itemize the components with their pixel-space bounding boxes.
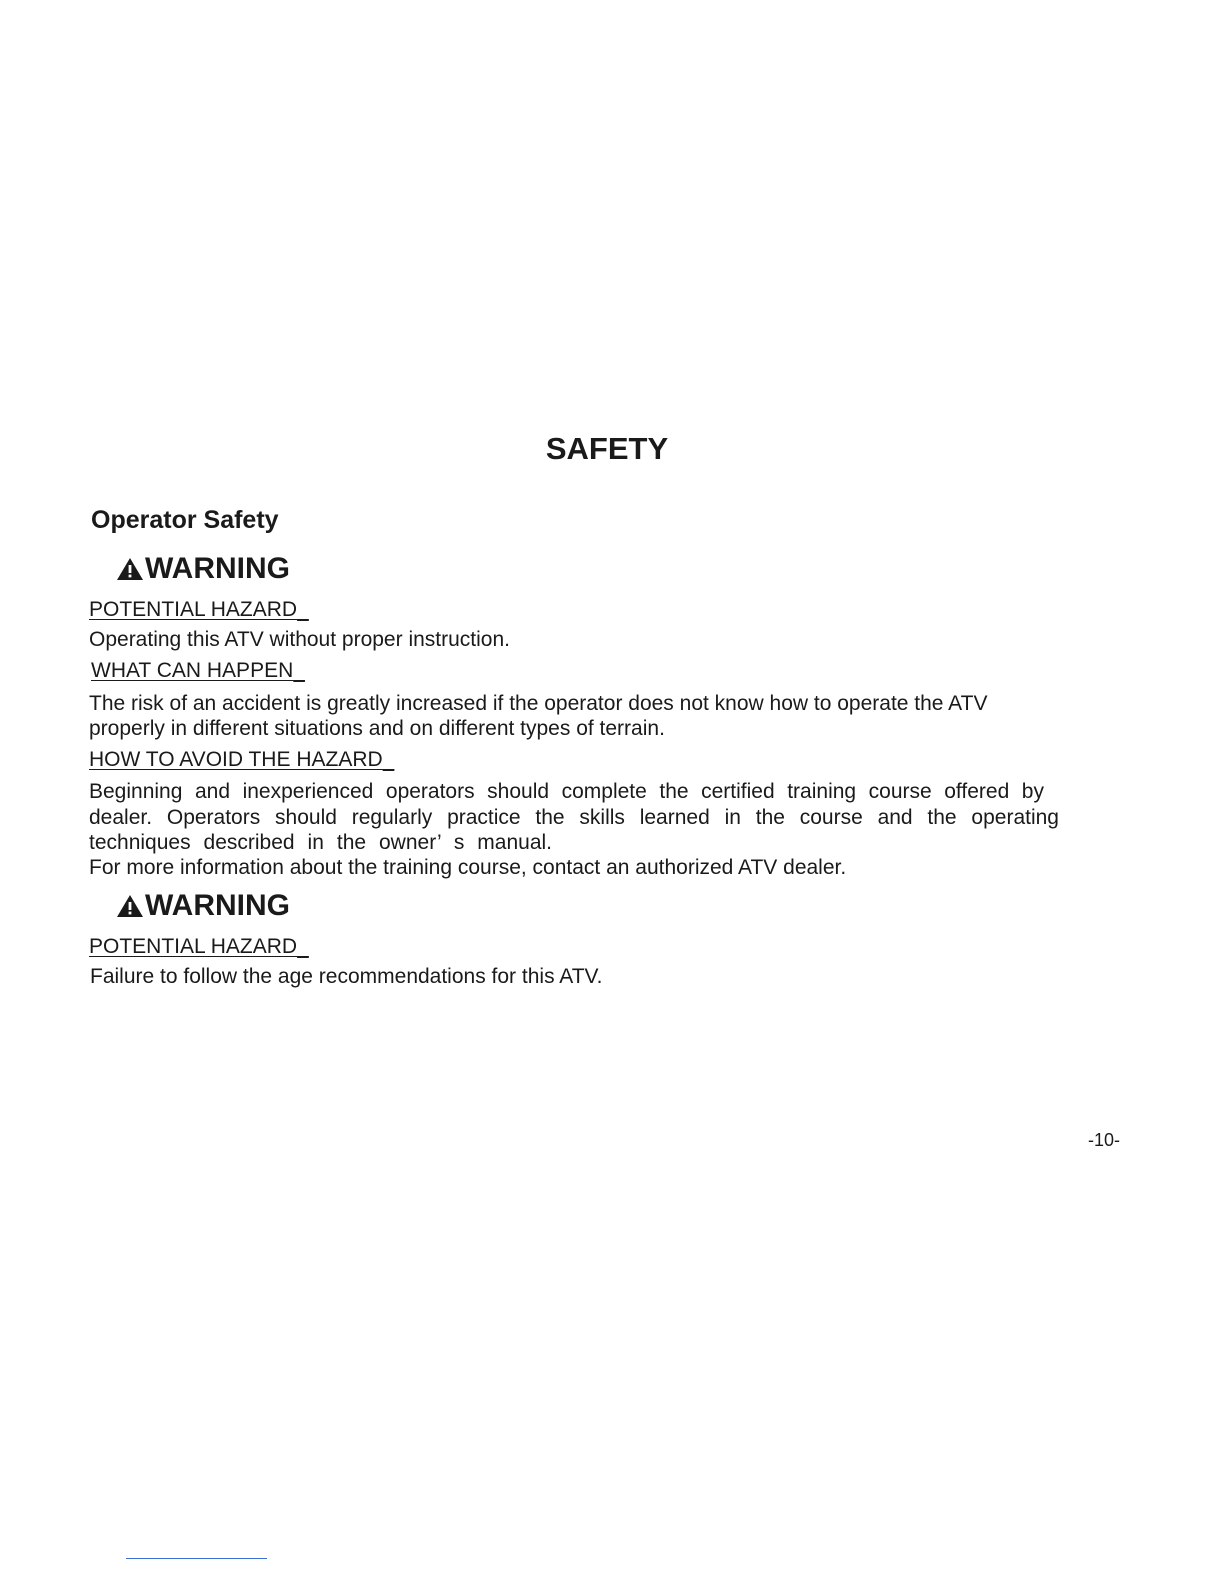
section-title: Operator Safety [91,506,279,534]
happen-line: properly in different situations and on different types of terrain. [89,717,665,740]
potential-hazard-label: POTENTIAL HAZARD [89,598,298,621]
hazard-text: Operating this ATV without proper instruction. [89,628,510,651]
avoid-line: Beginning and inexperienced operators should complete the certified training course offered by [89,780,1044,803]
avoid-line: For more information about the training course, contact an authorized ATV dealer. [89,856,847,879]
warning-triangle-icon [116,894,144,918]
warning-heading-text: WARNING [145,552,290,585]
footer-rule [126,1558,267,1559]
warning-triangle-icon [116,557,144,581]
avoid-line: dealer. Operators should regularly practice the skills learned in the course and the operating [89,806,1059,829]
what-can-happen-label: WHAT CAN HAPPEN [91,659,294,682]
potential-hazard-label: POTENTIAL HAZARD [89,935,298,958]
warning-heading-text: WARNING [145,889,290,922]
happen-line: The risk of an accident is greatly increased if the operator does not know how to operate the ATV [89,692,988,715]
hazard-text: Failure to follow the age recommendations for this ATV. [90,965,603,988]
warning-heading [116,551,290,587]
avoid-line: techniques described in the owner’ s manual. [89,831,552,854]
page-number: -10- [1088,1130,1121,1150]
warning-heading [116,888,290,924]
how-to-avoid-label: HOW TO AVOID THE HAZARD [89,748,383,771]
page-title: SAFETY [545,431,669,466]
